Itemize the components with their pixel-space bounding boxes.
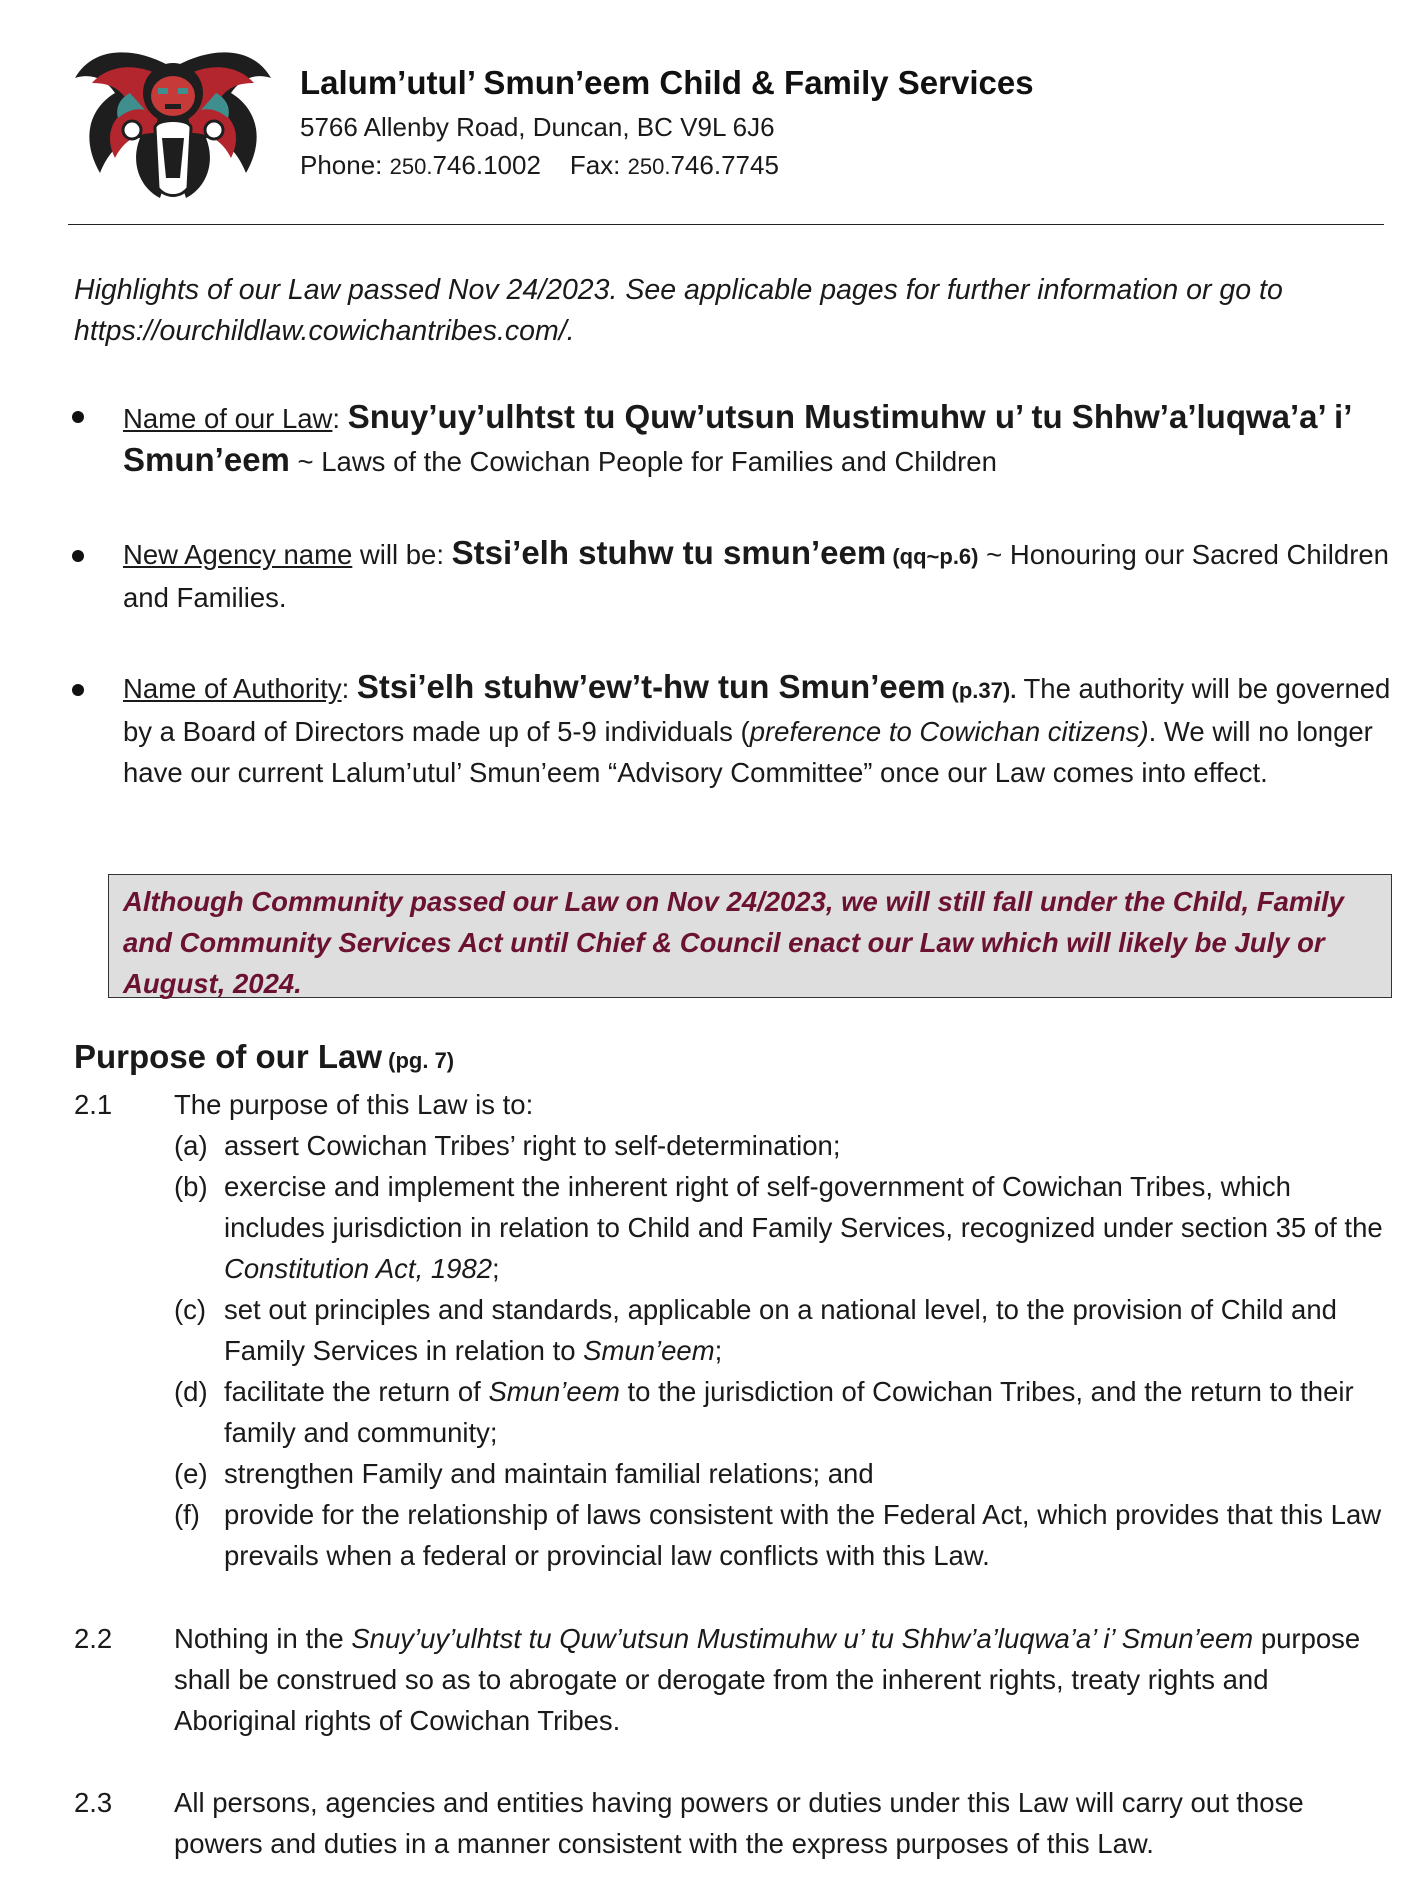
org-address: 5766 Allenby Road, Duncan, BC V9L 6J6: [300, 112, 775, 142]
section-text: Nothing in the Snuy’uy’ulhtst tu Quw’utsun Mustimuhw u’ tu Shhw’a’luqwa’a’ i’ Smun’eem purpose shall be construed so as to abrogate or derogate from the inherent rights, treaty rights and Aboriginal rights of Cowichan Tribes.: [174, 1623, 1361, 1736]
section-text: All persons, agencies and entities having powers or duties under this Law will carry out those powers and duties in a manner consistent with the express purposes of this Law.: [174, 1787, 1304, 1859]
note-box: [108, 874, 1392, 998]
page-ref: (pg. 7): [382, 1048, 455, 1073]
section-text: The purpose of this Law is to:: [174, 1089, 534, 1120]
bullet-label: New Agency name: [123, 539, 353, 570]
fax-label: Fax:: [569, 150, 621, 180]
page-ref: (p.37).: [945, 678, 1017, 703]
list-item: (e) strengthen Family and maintain familial relations; and: [174, 1458, 874, 1489]
list-item: (f) provide for the relationship of laws consistent with the Federal Act, which provides that this Law prevails when a federal or provincial law conflicts with this Law.: [174, 1499, 1382, 1571]
phone-area: 250.: [389, 154, 433, 179]
bullet-label: Name of Authority: [123, 673, 342, 704]
intro-text: Highlights of our Law passed Nov 24/2023. See applicable pages for further information or go to https://ourchildlaw.cowichantribes.com/.: [74, 274, 1283, 347]
agency-name: Stsi’elh stuhw tu smun’eem: [451, 534, 887, 571]
page-ref: (qq~p.6): [886, 544, 979, 569]
header-divider: [68, 224, 1384, 225]
authority-name: Stsi’elh stuhw’ew’t-hw tun Smun’eem: [356, 668, 946, 705]
thunderbird-crest-logo: [70, 38, 276, 204]
section-number: 2.2: [74, 1623, 113, 1654]
list-item: (d) facilitate the return of Smun’eem to the jurisdiction of Cowichan Tribes, and the return to their family and community;: [174, 1376, 1354, 1448]
section-number: 2.3: [74, 1787, 113, 1818]
bullet-label: Name of our Law: [123, 403, 333, 434]
bullet-authority-name: Name of Authority: Stsi’elh stuhw’ew’t-hw tun Smun’eem (p.37). The authority will be governed by a Board of Directors made up of 5-9 individuals (preference to Cowichan citizens). We will no longer have our current Lalum’utul’ Smun’eem “Advisory Committee” once our Law comes into effect.: [123, 668, 1391, 788]
bullet-icon: [72, 550, 84, 562]
list-item: (c) set out principles and standards, applicable on a national level, to the provision of Child and Family Services in relation to Smun’eem;: [174, 1294, 1337, 1366]
purpose-heading: Purpose of our Law (pg. 7): [74, 1038, 455, 1075]
law-name: Snuy’uy’ulhtst tu Quw’utsun Mustimuhw u’ tu Shhw’a’luqwa’a’ i’ Smun’eem: [123, 398, 1351, 478]
list-item: (a) assert Cowichan Tribes’ right to self-determination;: [174, 1130, 841, 1161]
section-number: 2.1: [74, 1089, 113, 1120]
org-name: Lalum’utul’ Smun’eem Child & Family Services: [300, 64, 1034, 101]
phone-label: Phone:: [300, 150, 383, 180]
fax-area: 250.: [627, 154, 671, 179]
list-item: (b) exercise and implement the inherent right of self-government of Cowichan Tribes, which includes jurisdiction in relation to Child and Family Services, recognized under section 35 of the Constitution Act, 1982;: [174, 1171, 1383, 1284]
note-text: Although Community passed our Law on Nov 24/2023, we will still fall under the Child, Family and Community Services Act until Chief & Council enact our Law which will likely be July or August, 2024.: [123, 886, 1344, 999]
fax-number: 746.7745: [670, 150, 779, 180]
bullet-agency-name: New Agency name will be: Stsi’elh stuhw tu smun’eem (qq~p.6) ~ Honouring our Sacred Children and Families.: [123, 534, 1389, 613]
org-contact: [300, 150, 779, 181]
bullet-icon: [72, 411, 84, 423]
bullet-law-name: Name of our Law: Snuy’uy’ulhtst tu Quw’utsun Mustimuhw u’ tu Shhw’a’luqwa’a’ i’ Smun’eem ~ Laws of the Cowichan People for Families and Children: [123, 398, 1351, 478]
phone-number: 746.1002: [432, 150, 541, 180]
bullet-icon: [72, 684, 84, 696]
